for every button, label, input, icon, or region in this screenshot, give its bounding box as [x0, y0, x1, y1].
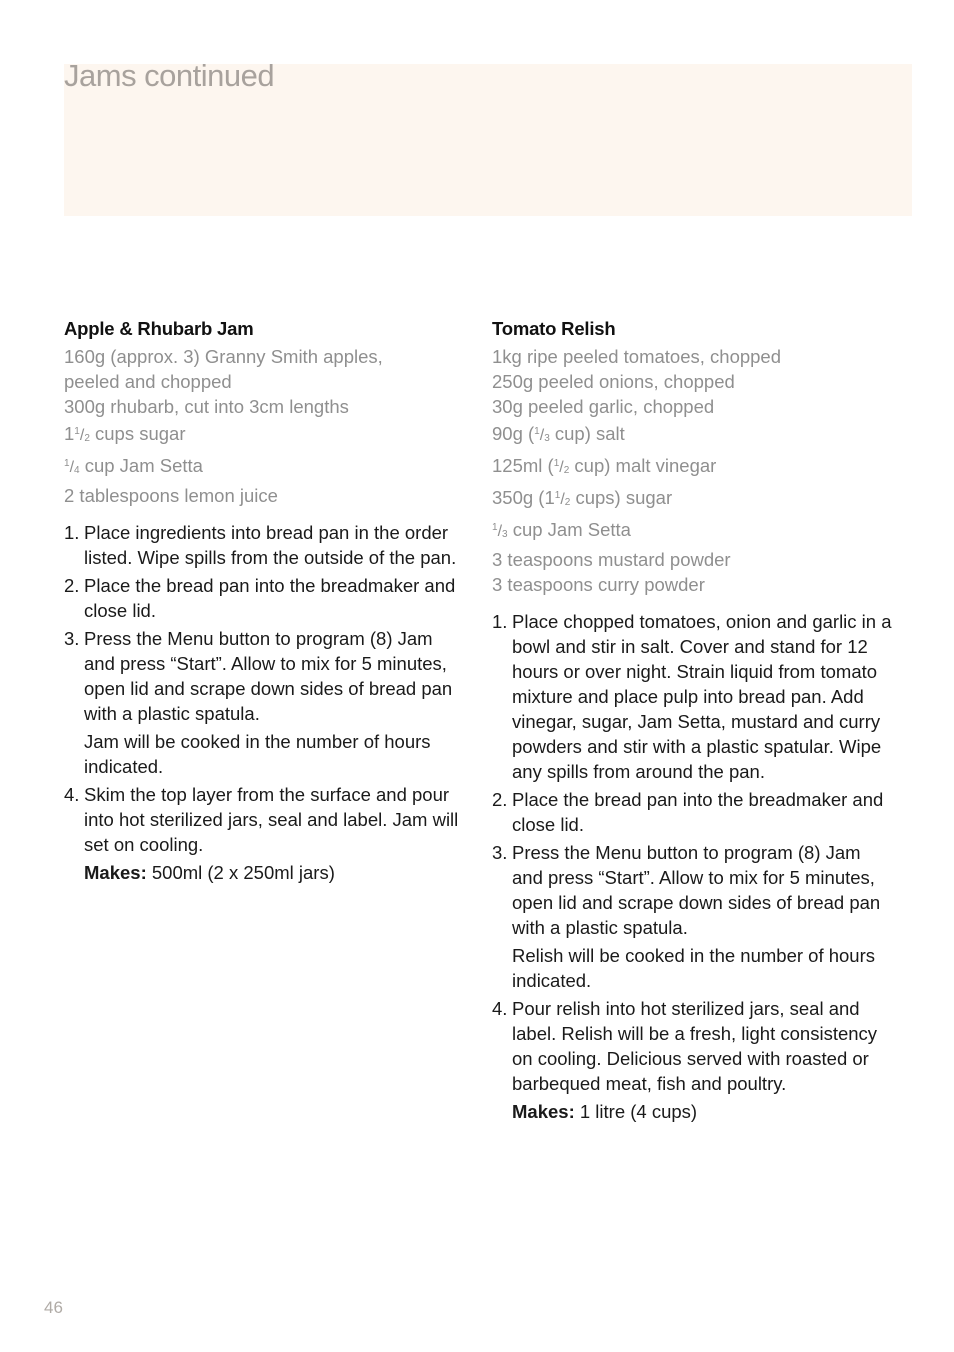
- fraction-slash: /: [497, 523, 503, 540]
- makes-yield: [64, 860, 464, 885]
- ingredient-text: cups) sugar: [570, 487, 673, 508]
- fraction-slash: /: [79, 427, 85, 444]
- ingredient-item: 160g (approx. 3) Granny Smith apples,: [64, 346, 383, 367]
- step-text: Press the Menu button to program (8) Jam and press “Start”. Allow to mix for 5 minutes, open lid and scrape down sides of bread pan with a plastic spatula.: [512, 842, 881, 938]
- ingredient-list: [64, 344, 464, 508]
- ingredient-item: [64, 451, 464, 483]
- page-number: 46: [44, 1298, 63, 1317]
- makes-value: 1 litre (4 cups): [574, 1101, 698, 1122]
- method-step: [64, 782, 464, 857]
- fraction-numerator: 1: [74, 426, 80, 437]
- fraction-slash: /: [69, 459, 75, 476]
- step-number: 4.: [64, 784, 80, 805]
- fraction-denominator: 2: [84, 433, 90, 444]
- step-text: Place ingredients into bread pan in the order listed. Wipe spills from the outside of the pan.: [84, 522, 457, 568]
- step-text: Pour relish into hot sterilized jars, seal and label. Relish will be a fresh, light consistency on cooling. Delicious served with roasted or barbequed meat, fish and poultry.: [512, 998, 878, 1094]
- step-note: Jam will be cooked in the number of hours indicated.: [84, 731, 431, 777]
- ingredient-text: 90g (: [492, 423, 535, 444]
- ingredient-list: [492, 344, 892, 597]
- fraction-denominator: 3: [502, 529, 508, 540]
- ingredient-text: 125ml (: [492, 455, 554, 476]
- method-step: [64, 626, 464, 726]
- recipe-apple-rhubarb-jam: [64, 316, 464, 885]
- step-text: Place the bread pan into the breadmaker and close lid.: [84, 575, 456, 621]
- makes-label: Makes:: [512, 1101, 575, 1122]
- step-number: 2.: [64, 575, 80, 596]
- method-step: [64, 520, 464, 570]
- method-steps: [64, 520, 464, 885]
- step-text: Skim the top layer from the surface and pour into hot sterilized jars, seal and label. Jam will set on cooling.: [84, 784, 459, 855]
- method-step: [492, 787, 892, 837]
- ingredient-item: 3 teaspoons curry powder: [492, 574, 705, 595]
- fraction-numerator: 1: [64, 458, 70, 469]
- ingredient-item: [492, 419, 892, 451]
- fraction-numerator: 1: [553, 458, 560, 469]
- step-text: Place chopped tomatoes, onion and garlic in a bowl and stir in salt. Cover and stand for 12 hours or over night. Strain liquid from tomato mixture and place pulp into bread pan. Add vinegar, sugar, Jam Setta, mustard and curry powders and stir with a plastic spatular. Wipe any spills from around the pan.: [512, 611, 892, 782]
- ingredient-item: 3 teaspoons mustard powder: [492, 549, 731, 570]
- recipe-tomato-relish: [492, 316, 892, 1124]
- fraction-denominator: 2: [564, 497, 571, 508]
- step-number: 3.: [64, 628, 80, 649]
- ingredient-item: peeled and chopped: [64, 371, 232, 392]
- ingredient-item: 1kg ripe peeled tomatoes, chopped: [492, 346, 782, 367]
- fraction-denominator: 3: [544, 433, 550, 444]
- fraction-denominator: 4: [74, 465, 80, 476]
- ingredient-text: cup) salt: [549, 423, 625, 444]
- ingredient-text: 350g (1: [492, 487, 555, 508]
- ingredient-item: [64, 419, 464, 451]
- method-step: [492, 609, 892, 784]
- makes-label: Makes:: [84, 862, 147, 883]
- step-number: 2.: [492, 789, 508, 810]
- ingredient-item: [492, 483, 892, 515]
- ingredient-whole: 1: [64, 423, 75, 444]
- step-text: Place the bread pan into the breadmaker and close lid.: [512, 789, 884, 835]
- step-number: 1.: [492, 611, 508, 632]
- step-number: 4.: [492, 998, 508, 1019]
- fraction-numerator: 1: [554, 490, 561, 501]
- step-note: Relish will be cooked in the number of hours indicated.: [512, 945, 875, 991]
- recipe-title: Apple & Rhubarb Jam: [64, 318, 254, 339]
- ingredient-item: 300g rhubarb, cut into 3cm lengths: [64, 396, 349, 417]
- ingredient-item: 250g peeled onions, chopped: [492, 371, 735, 392]
- step-number: 3.: [492, 842, 508, 863]
- ingredient-text: cup Jam Setta: [507, 519, 631, 540]
- fraction-denominator: 2: [563, 465, 570, 476]
- fraction-numerator: 1: [534, 426, 540, 437]
- method-step: [492, 996, 892, 1096]
- ingredient-text: cups sugar: [89, 423, 186, 444]
- fraction-slash: /: [539, 427, 545, 444]
- step-text: Press the Menu button to program (8) Jam and press “Start”. Allow to mix for 5 minutes, open lid and scrape down sides of bread pan with a plastic spatula.: [84, 628, 453, 724]
- fraction-slash: /: [560, 491, 565, 508]
- ingredient-item: [492, 451, 892, 483]
- method-step: [492, 840, 892, 940]
- page-title: Jams continued: [64, 58, 275, 93]
- method-steps: [492, 609, 892, 1124]
- ingredient-text: cup Jam Setta: [79, 455, 203, 476]
- ingredient-item: 2 tablespoons lemon juice: [64, 485, 278, 506]
- makes-yield: [492, 1099, 892, 1124]
- makes-value: 500ml (2 x 250ml jars): [146, 862, 335, 883]
- ingredient-text: cup) malt vinegar: [569, 455, 717, 476]
- fraction-slash: /: [559, 459, 564, 476]
- recipe-title: Tomato Relish: [492, 318, 616, 339]
- fraction-numerator: 1: [492, 522, 498, 533]
- ingredient-item: [492, 515, 892, 547]
- step-number: 1.: [64, 522, 80, 543]
- method-step: [64, 573, 464, 623]
- ingredient-item: 30g peeled garlic, chopped: [492, 396, 715, 417]
